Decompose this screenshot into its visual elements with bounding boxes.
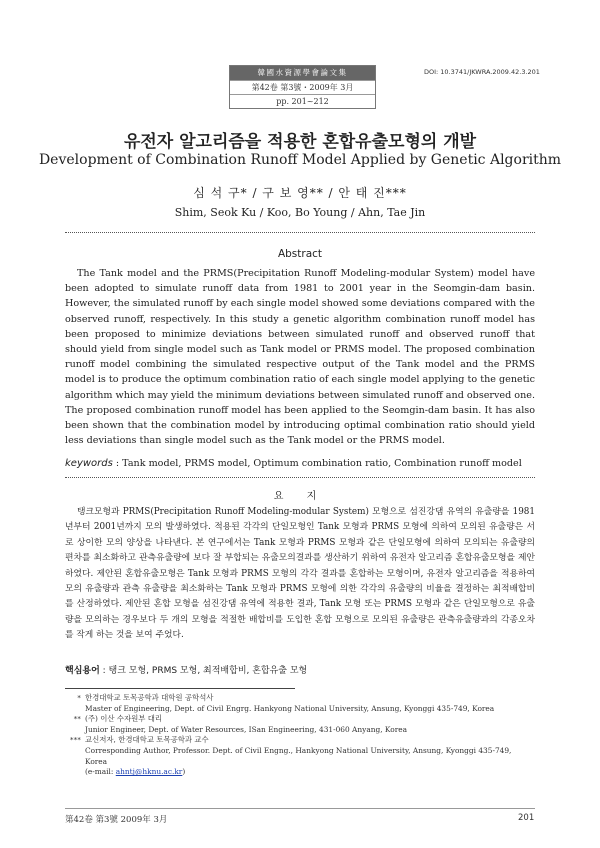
footnote-line: 교신저자, 한경대학교 토목공학과 교수 xyxy=(85,735,209,745)
doi: DOI: 10.3741/JKWRA.2009.42.3.201 xyxy=(424,68,540,76)
keywords-text: : Tank model, PRMS model, Optimum combination ratio, Combination runoff model xyxy=(115,458,522,469)
footnote xyxy=(65,693,535,704)
footer-rule xyxy=(65,808,535,809)
footnote-mark: * xyxy=(77,693,81,702)
keywords-korean-text: : 탱크 모형, PRMS 모형, 최적배합비, 혼합유출 모형 xyxy=(102,666,308,676)
yoji-heading: 요 지 xyxy=(273,491,327,502)
authors-english: Shim, Seok Ku / Koo, Bo Young / Ahn, Tae Jin xyxy=(174,206,426,219)
yoji-body xyxy=(65,505,535,644)
footnote-line: 한경대학교 토목공학과 대학원 공학석사 xyxy=(85,693,214,702)
keywords-korean-label: 핵심용어 xyxy=(65,666,100,676)
keywords xyxy=(65,458,535,469)
page-number: 201 xyxy=(518,813,535,823)
email-label: (e-mail: xyxy=(85,767,116,777)
divider xyxy=(65,477,535,478)
footnote-line: Corresponding Author, Professor. Dept. of Civil Engng., Hankyong National University, Ansung, Kyonggi 435-749, Korea xyxy=(85,745,512,766)
title-english: Development of Combination Runoff Model Applied by Genetic Algorithm xyxy=(38,152,562,168)
footnote-line: Master of Engineering, Dept. of Civil Engrg. Hankyong National University, Ansung, Kyonggi 435-749, Korea xyxy=(85,703,495,713)
footnote-mark: ** xyxy=(73,714,81,724)
email-end: ) xyxy=(182,767,186,777)
footnote xyxy=(65,714,535,725)
footnote xyxy=(65,735,535,746)
footnote-line: Junior Engineer, Dept. of Water Resources, ISan Engineering, 431-060 Anyang, Korea xyxy=(85,724,408,734)
divider xyxy=(65,232,535,233)
title-korean: 유전자 알고리즘을 적용한 혼합유출모형의 개발 xyxy=(123,132,477,152)
journal-pages: pp. 201~212 xyxy=(230,94,375,108)
footnote-line: (주) 이산 수자원부 대리 xyxy=(85,714,163,724)
abstract-body xyxy=(65,266,535,448)
abstract-heading: Abstract xyxy=(277,248,323,260)
journal-box xyxy=(229,65,376,109)
footnotes xyxy=(65,693,535,778)
email-link[interactable]: ahntj@hknu.ac.kr xyxy=(115,767,183,777)
keywords-korean xyxy=(65,663,307,676)
abstract-text: The Tank model and the PRMS(Precipitation Runoff Modeling-modular System) model have been adopted to simulate runoff data from 1981 to 2001 year in the Seomgin-dam basin. However, the simulated runoff by each single model showed some deviations compared with the observed runoff, respectively. In this study a genetic algorithm combination runoff model has been proposed to minimize deviations between simulated runoff and observed runoff that should yield from single model such as Tank model or PRMS model. The proposed combination runoff model combining the simulated respective output of the Tank model and the PRMS model is to produce the optimum combination ratio of each single model applying to the genetic algorithm which may yield the minimum deviations between simulated runoff and observed one. The proposed combination runoff model has been applied to the Seomgin-dam basin. It has also been shown that the combination model by introducing optimal combination ratio should yield less deviations than single model such as the Tank model or the PRMS model. xyxy=(65,268,535,447)
journal-name: 韓國水資源學會論文集 xyxy=(230,66,375,80)
journal-volume: 第42卷 第3號・2009年 3月 xyxy=(230,80,375,94)
authors-korean: 심 석 구* / 구 보 영** / 안 태 진*** xyxy=(193,186,407,200)
footer-journal: 第42卷 第3號 2009年 3月 xyxy=(65,815,168,825)
footnote-rule xyxy=(65,688,295,689)
footnote-mark: *** xyxy=(69,735,81,745)
keywords-label: keywords xyxy=(65,458,113,469)
yoji-text: 탱크모형과 PRMS(Precipitation Runoff Modeling-modular System) 모형으로 섬진강댐 유역의 유출량을 1981년부터 2001년까지 모의 발생하였다. 적용된 각각의 단일모형인 Tank 모형과 PRMS 모형에 의하여 모의된 유출량은 서로 상이한 모의 양상을 나타낸다. 본 연구에서는 Tank 모형과 PRMS 모형과 같은 단일모형에 의하여 모의되는 유출량의 편차를 최소화하고 관측유출량에 보다 잘 부합되는 유출모의결과를 생산하기 위하여 유전자 알고리즘 혼합유출모형을 제안하였다. 제안된 혼합유출모형은 Tank 모형과 PRMS 모형의 각각 결과를 혼합하는 모형이며, 유전자 알고리즘을 적용하여 모의 유출량과 관측 유출량을 최소화하는 Tank 모형과 PRMS 모형에 의한 각각의 유출량의 비율을 결정하는 최적배합비를 산정하였다. 제안된 혼합 모형을 섬진강댐 유역에 적용한 결과, Tank 모형 또는 PRMS 모형과 같은 단일모형으로 유출량을 모의하는 경우보다 두 개의 모형을 적절한 배합비를 도입한 혼합 모형으로 모의된 유출량은 관측유출량과의 각종오차를 작게 하는 것을 보여 주었다. xyxy=(65,507,535,641)
